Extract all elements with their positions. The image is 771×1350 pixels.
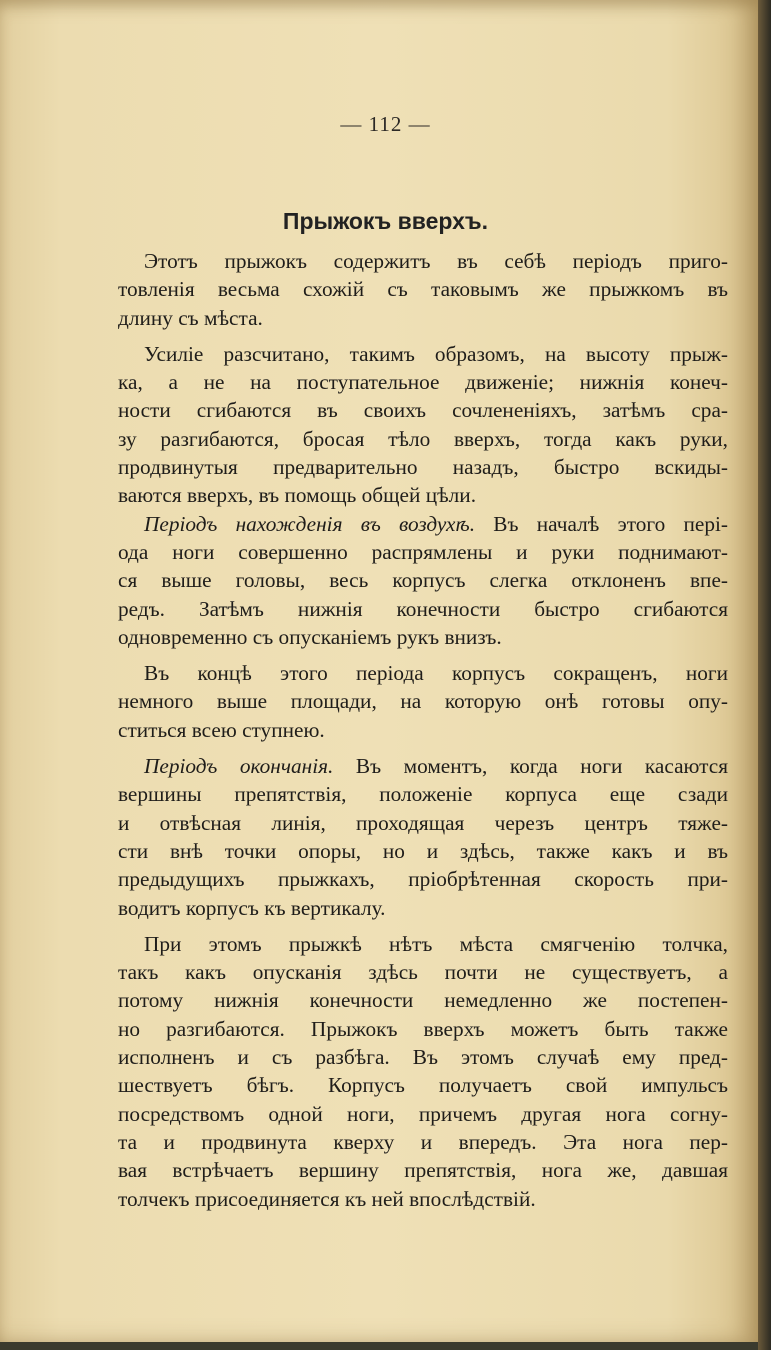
- line-text: Усиліе разсчитано, такимъ образомъ, на высоту прыж-: [144, 341, 728, 366]
- text-line: [118, 1185, 728, 1213]
- line-text: немного выше площади, на которую онѣ готовы опу-: [118, 689, 728, 714]
- line-text: вая встрѣчаетъ вершину препятствія, нога же, давшая: [118, 1158, 728, 1183]
- line-text: ода ноги совершенно распрямлены и руки поднимают-: [118, 539, 728, 564]
- line-text: длину съ мѣста.: [118, 305, 263, 330]
- line-text: и отвѣсная линія, проходящая черезъ центръ тяже-: [118, 810, 728, 835]
- text-line: [118, 368, 728, 396]
- line-text: но разгибаются. Прыжокъ вверхъ можетъ быть также: [118, 1016, 728, 1041]
- text-line: [118, 752, 728, 780]
- text-line: [118, 1071, 728, 1099]
- line-text: ваются вверхъ, въ помощь общей цѣли.: [118, 483, 477, 508]
- text-line: [118, 566, 728, 594]
- line-text: сти внѣ точки опоры, но и здѣсь, также какъ и въ: [118, 838, 728, 863]
- body-text: [118, 247, 728, 1213]
- text-line: [118, 716, 728, 744]
- text-line: [118, 304, 728, 332]
- text-line: [118, 481, 728, 509]
- text-line: [118, 247, 728, 275]
- text-line: [118, 623, 728, 651]
- line-text: одновременно съ опусканіемъ рукъ внизъ.: [118, 624, 502, 649]
- line-text: та и продвинута кверху и впередъ. Эта нога пер-: [118, 1129, 728, 1154]
- line-text: зу разгибаются, бросая тѣло вверхъ, тогда какъ руки,: [118, 426, 728, 451]
- line-text: При этомъ прыжкѣ нѣтъ мѣста смягченію толчка,: [144, 931, 728, 956]
- text-line: [118, 340, 728, 368]
- text-line: [118, 510, 728, 538]
- line-text: ка, а не на поступательное движеніе; нижнія конеч-: [118, 370, 728, 395]
- line-text: вершины препятствія, положеніе корпуса еще сзади: [118, 782, 728, 807]
- line-text: такъ какъ опусканія здѣсь почти не существуетъ, а: [118, 960, 728, 985]
- text-line: [118, 894, 728, 922]
- line-text: Въ концѣ этого періода корпусъ сокращенъ, ноги: [144, 661, 728, 686]
- text-line: [118, 538, 728, 566]
- text-line: [118, 396, 728, 424]
- line-text: Въ началѣ этого пері-: [475, 511, 728, 536]
- italic-heading: Періодъ окончанія.: [144, 754, 334, 779]
- text-line: [118, 1043, 728, 1071]
- page-edge: [758, 0, 771, 1350]
- line-text: ности сгибаются въ своихъ сочлененіяхъ, затѣмъ сра-: [118, 398, 728, 423]
- line-text: Этотъ прыжокъ содержитъ въ себѣ періодъ приго-: [144, 249, 728, 273]
- text-line: [118, 275, 728, 303]
- line-text: предыдущихъ прыжкахъ, пріобрѣтенная скорость при-: [118, 867, 728, 892]
- line-text: водитъ корпусъ къ вертикалу.: [118, 895, 386, 920]
- line-text: редъ. Затѣмъ нижнія конечности быстро сгибаются: [118, 596, 728, 621]
- text-line: [118, 958, 728, 986]
- text-line: [118, 1128, 728, 1156]
- text-line: [118, 780, 728, 808]
- text-line: [118, 595, 728, 623]
- text-line: [118, 425, 728, 453]
- line-text: продвинутыя предварительно назадъ, быстро вскиды-: [118, 455, 728, 480]
- text-line: [118, 930, 728, 958]
- line-text: ся выше головы, весь корпусъ слегка отклоненъ впе-: [118, 568, 728, 593]
- text-line: [118, 1156, 728, 1184]
- line-text: товленія весьма схожій съ таковымъ же прыжкомъ въ: [118, 277, 728, 302]
- line-text: посредствомъ одной ноги, причемъ другая нога согну-: [118, 1101, 728, 1126]
- text-line: [118, 809, 728, 837]
- line-text: исполненъ и съ разбѣга. Въ этомъ случаѣ ему пред-: [118, 1045, 728, 1070]
- line-text: ститься всею ступнею.: [118, 717, 325, 742]
- line-text: шествуетъ бѣгъ. Корпусъ получаетъ свой импульсъ: [118, 1073, 728, 1098]
- section-title: Прыжокъ вверхъ.: [282, 208, 489, 234]
- text-line: [118, 659, 728, 687]
- italic-heading: Періодъ нахожденія въ воздухѣ.: [144, 511, 476, 536]
- text-line: [118, 453, 728, 481]
- text-line: [118, 837, 728, 865]
- text-line: [118, 986, 728, 1014]
- line-text: потому нижнія конечности немедленно же постепен-: [118, 988, 728, 1013]
- line-text: Въ моментъ, когда ноги касаются: [333, 754, 728, 779]
- line-text: толчекъ присоединяется къ ней впослѣдствій.: [118, 1186, 536, 1211]
- text-line: [118, 1015, 728, 1043]
- text-line: [118, 1100, 728, 1128]
- text-line: [118, 687, 728, 715]
- text-line: [118, 865, 728, 893]
- page-number: — 112 —: [340, 112, 431, 136]
